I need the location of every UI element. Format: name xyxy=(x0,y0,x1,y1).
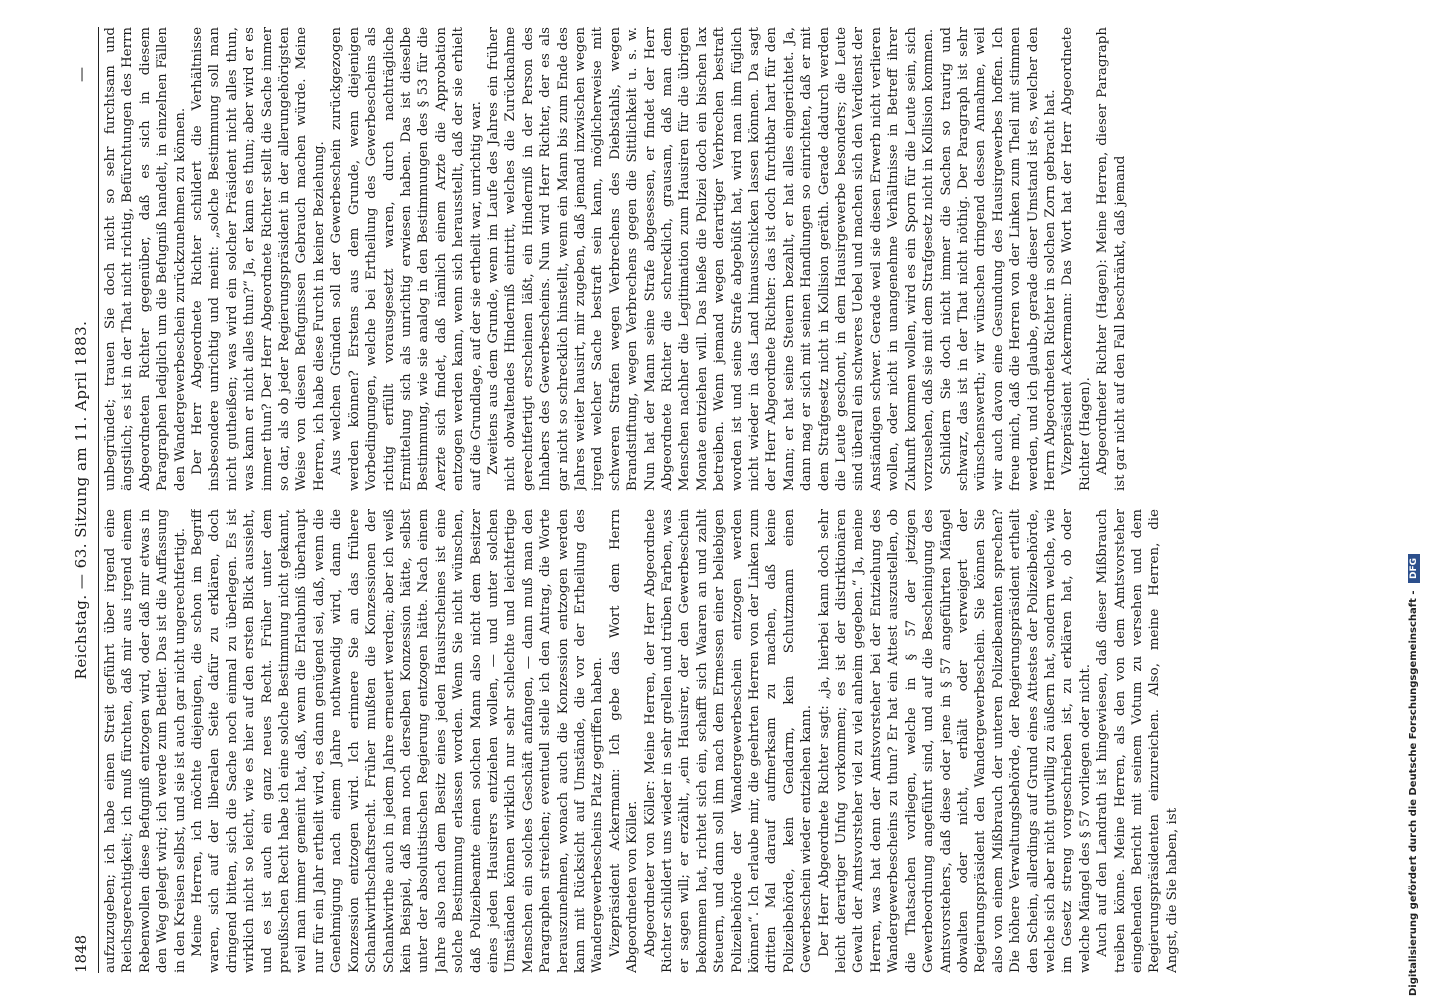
paragraph: unbegründet; trauen Sie doch nicht so sehr furchtsam und ängstlich; es ist in der That nicht richtig, Befürchtungen des Herrn Abgeordneten Richter gegenüber, daß es sich in diesem Paragraphen lediglich um die Befugniß handelt, in einzelnen Fällen den Wandergewerbeschein zurückzunehmen zu können. xyxy=(103,27,188,491)
paragraph: Schildern Sie doch nicht immer die Sachen so traurig und schwarz, das ist in der That nicht nöthig. Der Paragraph ist sehr wünschenswerth; wir wünschen dringend dessen Annahme, weil wir auch davon eine Gesundung des Hausirgewerbes hoffen. Ich freue mich, daß die Herren von der Linken zum Theil mit stimmen werden, und ich glaube, gerade dieser Umstand ist es, welcher den Herrn Abgeordneten Richter in solchen Zorn gebracht hat. xyxy=(938,27,1058,491)
paragraph: Der Herr Abgeordnete Richter schildert die Verhältnisse insbesondere unrichtig und meint: „solche Bestimmung soll man nicht gutheißen; was wird ein solcher Präsident nicht alles thun, was kann er nicht alles thun?“ Ja, er kann es thun; aber wird er es immer thun? Der Herr Abgeordnete Richter stellt die Sache immer so dar, als ob jeder Regierungspräsident in der allerungehörigsten Weise von diesen Befugnissen Gebrauch machen würde. Meine Herren, ich habe diese Furcht in keiner Beziehung. xyxy=(190,27,327,491)
digitization-stamp xyxy=(1408,554,1420,996)
paragraph: Vizepräsident Ackermann: Ich gebe das Wort dem Herrn Abgeordneten von Köller. xyxy=(607,509,641,973)
paragraph: Abgeordneter von Köller: Meine Herren, der Herr Abgeordnete Richter schildert uns wieder in sehr grellen und trüben Farben, was er sagen will; er erzählt, „ein Hausirer, der den Gewerbeschein bekommen hat, richtet sich ein, schafft sich Waaren an und zahlt Steuern, und dann soll ihm nach dem Ermessen einer beliebigen Polizeibehörde der Wandergewerbeschein entzogen werden können“. Ich erlaube mir, die geehrten Herren von der Linken zum dritten Mal darauf aufmerksam zu machen, daß keine Polizeibehörde, kein Gendarm, kein Schutzmann einen Gewerbeschein wieder entziehen kann. xyxy=(642,509,815,973)
paragraph: Der Herr Abgeordnete Richter sagt: „ja, hierbei kann doch sehr leicht derartiger Unfug vorkommen; es ist der distriktionären Gewalt der Amtsvorsteher viel zu viel anheim gegeben.“ Ja, meine Herren, was hat denn der Amtsvorsteher bei der Entziehung des Wandergewerbescheins zu thun? Er hat ein Attest auszustellen, ob die Thatsachen vorliegen, welche in § 57 der jetzigen Gewerbeordnung angeführt sind, und auf die Bescheinigung des Amtsvorstehers, daß diese oder jene in § 57 angeführten Mängel obwalten oder nicht, erhält oder verweigert der Regierungspräsident den Wandergewerbeschein. Sie können Sie also von einem Mißbrauch der unteren Polizeibeamten sprechen? Die höhere Verwaltungsbehörde, der Regierungspräsident ertheilt den Schein, allerdings auf Grund eines Attestes der Polizeibehörde, welche sich aber nicht gutwillig zu äußern hat, sondern welche, wie im Gesetz streng vorgeschrieben ist, zu erklären hat, ob oder welche Mängel des § 57 vorliegen oder nicht. xyxy=(816,509,1093,973)
column-right xyxy=(102,27,1360,491)
paragraph: Aus welchen Gründen soll der Gewerbeschein zurückgezogen werden können? Erstens aus dem Grunde, wenn diejenigen Vorbedingungen, welche bei Ertheilung des Gewerbescheins als richtig erfüllt vorausgesetzt waren, durch nachträgliche Ermittelung sich als unrichtig erwiesen haben. Das ist dieselbe Bestimmung, wie sie analog in den Bestimmungen des § 53 für die Aerzte sich findet, daß nämlich einem Arzte die Approbation entzogen werden kann, wenn sich herausstellt, daß der sie erhielt auf die Grundlage, auf der sie ertheilt war, unrichtig war. xyxy=(329,27,484,491)
stamp-text: Digitalisierung gefördert durch die Deutsche Forschungsgemeinschaft - xyxy=(1408,590,1419,996)
paragraph: aufzuzugeben; ich habe einen Streit geführt über irgend eine Reichsgerechtigkeit; ich muß fürchten, daß mir aus irgend einem Rebenwollen diese Befugniß entzogen wird, oder daß mir etwas in den Weg gelegt wird; ich werde zum Bettler. Das ist die Auffassung in den Kreisen selbst, und sie ist auch gar nicht ungerechtfertigt. xyxy=(103,509,188,973)
document-page xyxy=(50,5,1370,995)
text-columns xyxy=(102,27,1360,973)
paragraph: Meine Herren, ich möchte diejenigen, die schon im Begriff waren, sich auf der liberalen Seite dafür zu erklären, doch dringend bitten, sich die Sache noch einmal zu überlegen. Es ist wirklich nicht so leicht, wie es hier auf den ersten Blick aussieht, und es ist auch ein ganz neues Recht. Früher unter dem preußischen Recht habe ich eine solche Bestimmung nicht gekannt, weil man immer gemeint hat, daß, wenn die Erlaubniß überhaupt nur für ein Jahr ertheilt wird, es dann genügend sei, daß, wenn die Genehmigung nach einem Jahre nothwendig wird, dann die Konzession entzogen wird. Ich erinnere Sie an das frühere Schankwirthschaftsrecht. Früher mußten die Konzessionen der Schankwirthe auch in jedem Jahre erneuert werden; aber ich weiß kein Beispiel, daß man noch derselben Konzession hätte, selbst unter der absolutistischen Regierung entzogen hätte. Nach einem Jahre also nach dem Besitz eines jeden Hausirscheines ist eine solche Bestimmung erlassen worden. Wenn Sie nicht wünschen, daß Polizeibeamte einen solchen Mann also nicht dem Besitzer eines jeden Hausirers entziehen wollen, — und unter solchen Umständen können wirklich nur sehr schlechte und leichtfertige Menschen ein solches Geschäft anfangen, — dann muß man den Paragraphen streichen; eventuell stelle ich den Antrag, die Worte herauszunehmen, wonach auch die Konzession entzogen werden kann mit Rücksicht auf Umstände, die vor der Ertheilung des Wandergewerbescheins Platz gegriffen haben. xyxy=(190,509,606,973)
header-dash: — xyxy=(72,67,90,82)
page-header xyxy=(68,27,99,973)
column-left xyxy=(102,509,1360,973)
paragraph: Vizepräsident Ackermann: Das Wort hat der Herr Abgeordnete Richter (Hagen). xyxy=(1060,27,1093,491)
paragraph: Auch auf den Landrath ist hingewiesen, daß dieser Mißbrauch treiben könne. Meine Herren, als den von dem Amtsvorsteher eingehenden Bericht mit seinem Votum zu versehen und dem Regierungspräsidenten einzureichen. Also, meine Herren, die Angst, die Sie haben, ist xyxy=(1095,509,1180,973)
dfg-logo: DFG xyxy=(1408,554,1420,583)
paragraph: Abgeordneter Richter (Hagen): Meine Herren, dieser Paragraph ist gar nicht auf den Fall beschränkt, daß jemand xyxy=(1095,27,1128,491)
page-number: 1848 xyxy=(72,934,90,973)
paragraph: Zweitens aus dem Grunde, wenn im Laufe des Jahres ein früher nicht obwaltendes Hinderniß eintritt, welches die Zurücknahme gerechtfertigt erscheinen läßt, ein Hinderniß in der Person des Inhabers des Gewerbescheins. Nun wird Herr Richter, der es als gar nicht so schrecklich hinstellt, wenn ein Mann bis zum Ende des Jahres weiter hausirt, mir zugeben, daß jemand inzwischen wegen irgend welcher Sache bestraft sein kann, möglicherweise mit schweren Strafen wegen Verbrechens des Diebstahls, wegen Brandstiftung, wegen Verbrechens gegen die Sittlichkeit u. s. w. Nun hat der Mann seine Strafe abgesessen, er findet der Herr Abgeordnete Richter die schrecklich, grausam, daß man dem Menschen nachher die Legitimation zum Hausiren für die übrigen Monate entziehen will. Das hieße die Polizei doch ein bischen lax betreiben. Wenn jemand wegen derartiger Verbrechen bestraft worden ist und seine Strafe abgebüßt hat, wird man ihm füglich nicht wieder in das Land hinausschicken lassen können. Da sagt der Herr Abgeordnete Richter: das ist doch furchtbar hart für den Mann; er hat seine Steuern bezahlt, er hat alles eingerichtet. Ja, dann mag er sich mit seinen Handlungen so einrichten, daß er mit dem Strafgesetz nicht in Kollision geräth. Gerade dadurch werden die Leute geschont, in dem Hausirgewerbe besonders; die Leute sind überall ein schweres Uebel und machen sich den Verdienst der Anständigen schwer. Gerade weil sie diesen Erwerb nicht verlieren wollen, oder nicht in unangenehme Verhältnisse in Betreff ihrer Zukunft kommen wollen, wird es ein Sporn für die Leute sein, sich vorzusehen, daß sie mit dem Strafgesetz nicht in Kollision kommen. xyxy=(485,27,937,491)
running-title: Reichstag. — 63. Sitzung am 11. April 1883. xyxy=(72,320,90,680)
